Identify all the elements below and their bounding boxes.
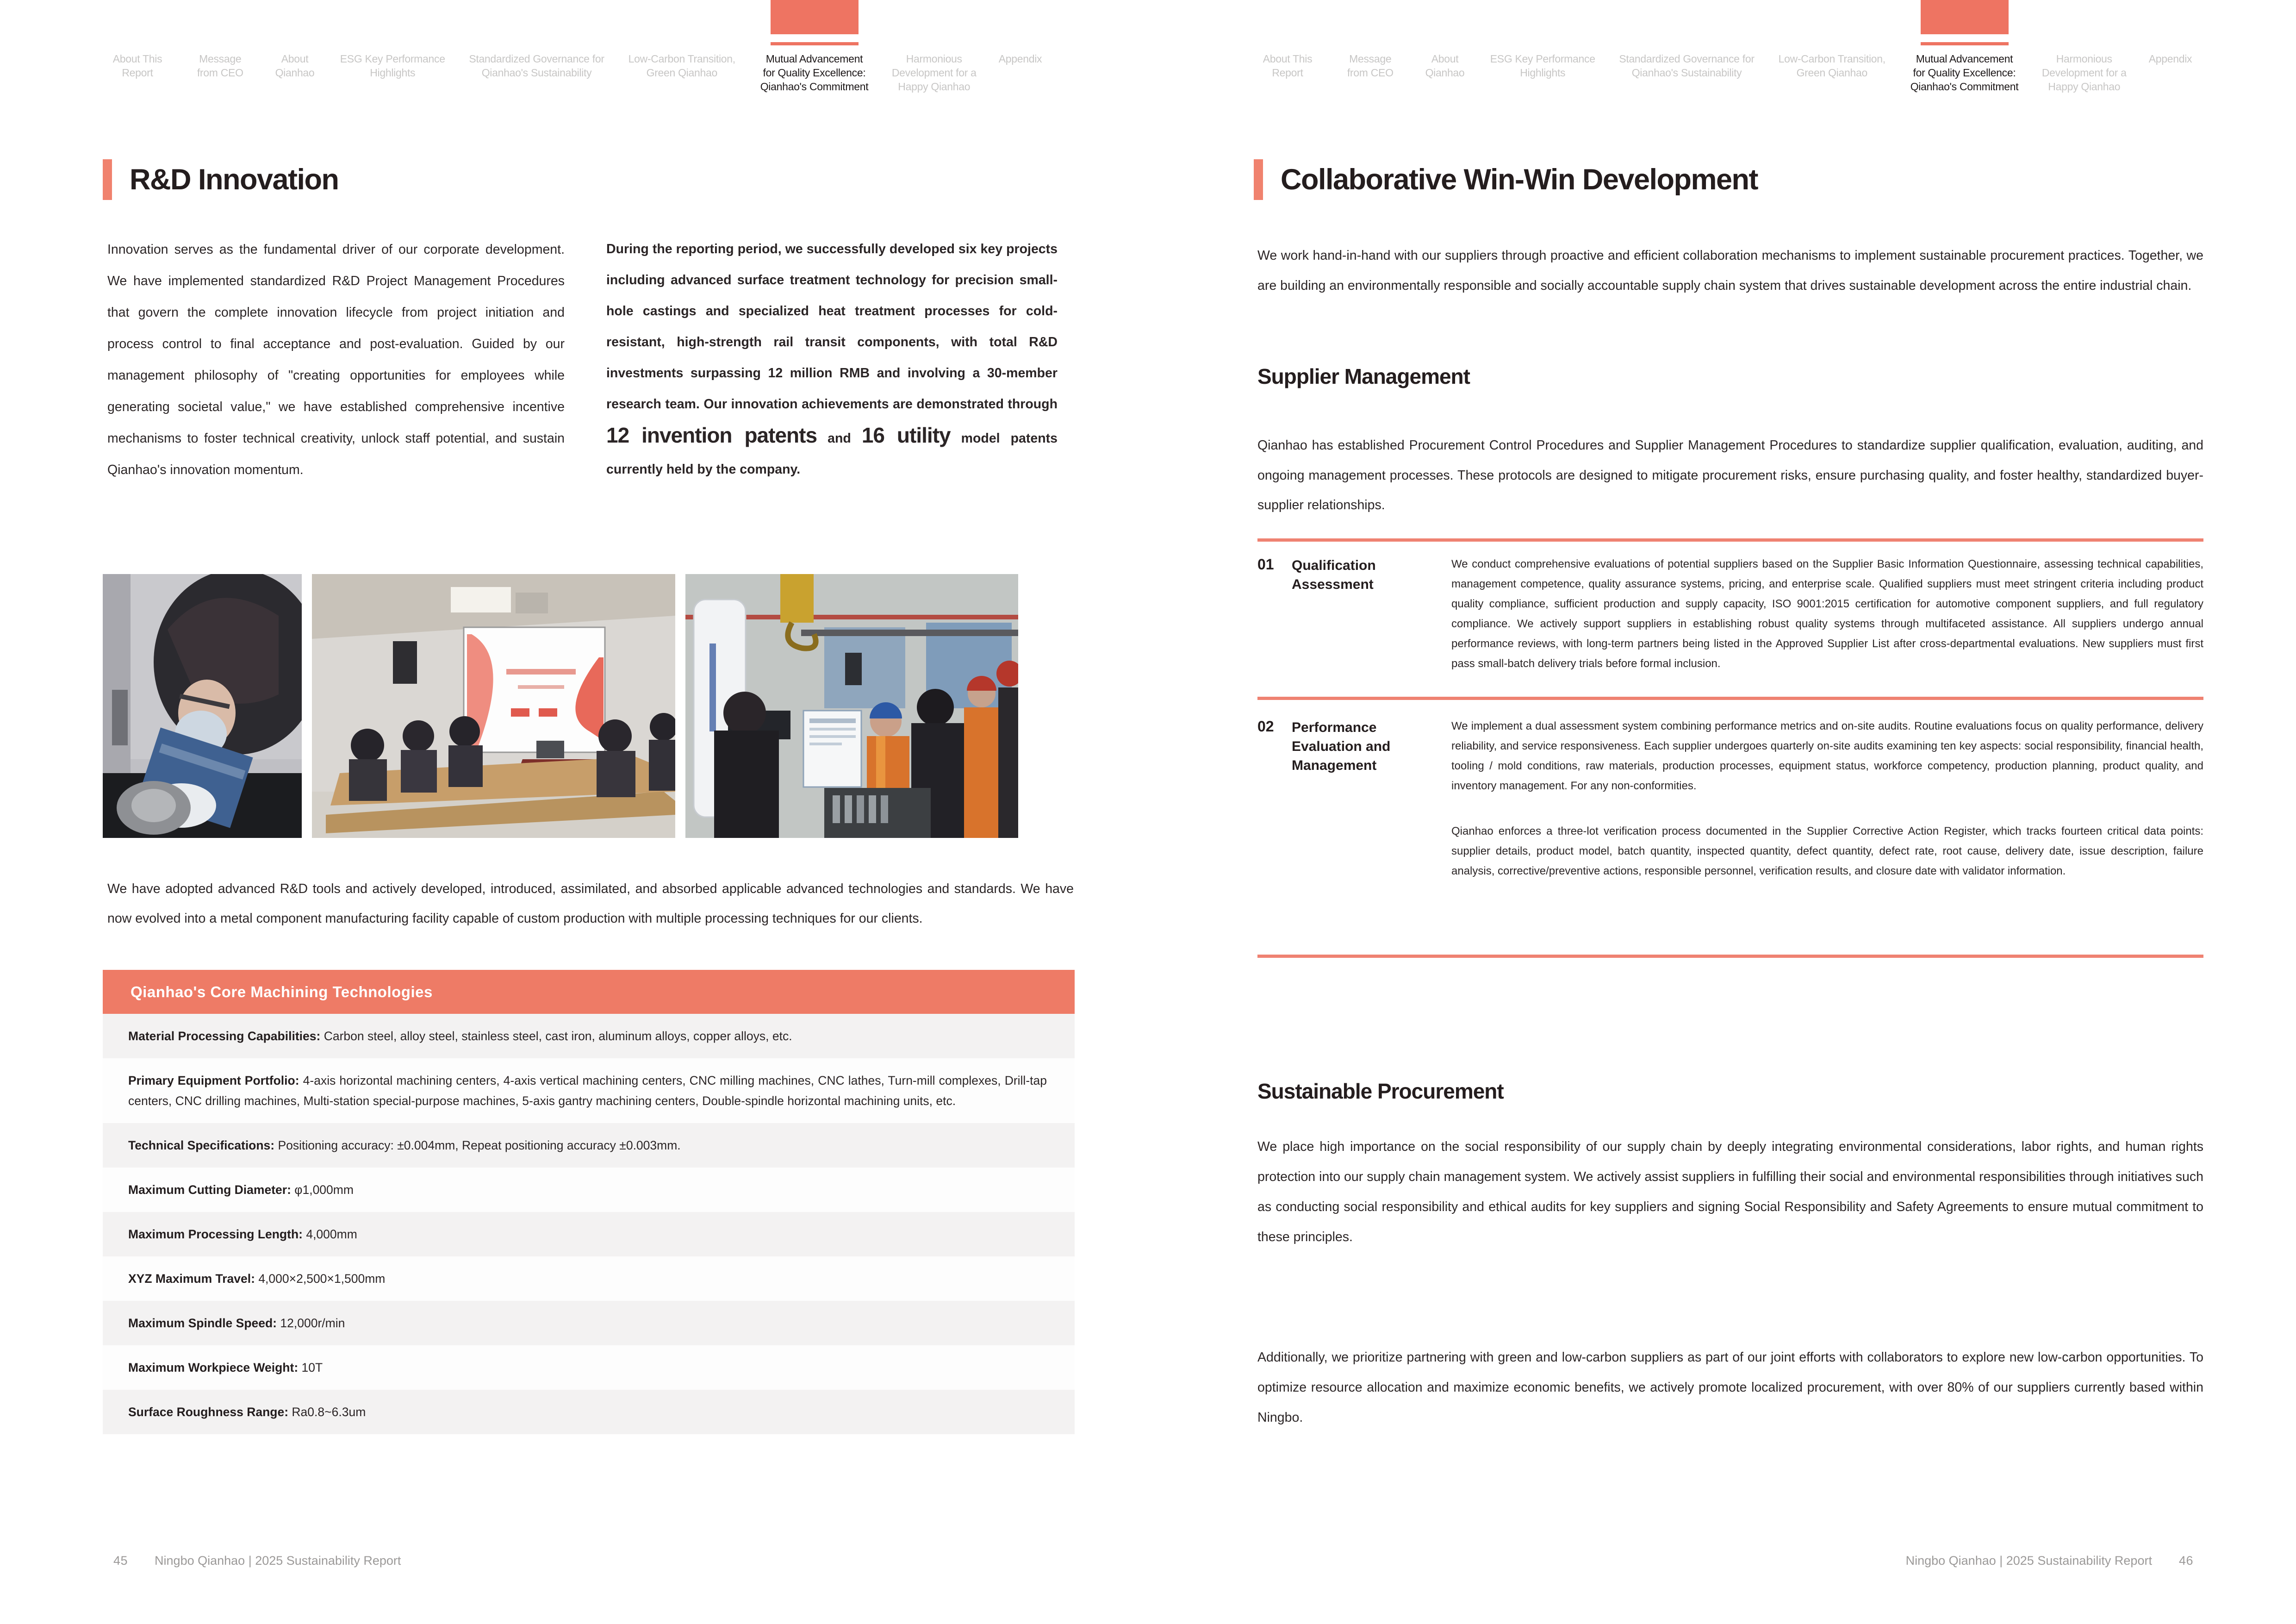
nav-label: ESG Key Performance Highlights	[1490, 53, 1595, 79]
nav-label: Message from CEO	[197, 53, 243, 79]
photo-training-session-graphic	[312, 574, 675, 838]
row-label: Maximum Spindle Speed:	[128, 1316, 277, 1330]
invention-patents-count: 12 invention patents	[606, 423, 817, 447]
row-value: Ra0.8~6.3um	[292, 1405, 366, 1419]
nav-message-from-ceo[interactable]	[1338, 0, 1403, 80]
row-value: 4,000mm	[306, 1227, 357, 1241]
table-row	[103, 1212, 1075, 1256]
active-tab-marker	[771, 0, 859, 34]
item-label: Performance Evaluation and Management	[1292, 720, 1391, 773]
nav-about-qianhao[interactable]	[1423, 0, 1467, 80]
table-row	[103, 1123, 1075, 1168]
active-tab-underline	[771, 42, 859, 45]
footer-right	[1906, 1554, 2193, 1568]
nav-label: About Qianhao	[275, 53, 315, 79]
row-label: Maximum Workpiece Weight:	[128, 1361, 299, 1374]
page-title: R&D Innovation	[130, 163, 339, 196]
rd-intro-paragraph: Innovation serves as the fundamental driver of our corporate development. We have implemented standardized R&D Project Management Procedures that govern the complete innovation lifecycle from project initiation and process control to final acceptance and post-evaluation. Guided by our management philosophy of "creating opportunities for employees while generating societal value," we have established comprehensive incentive mechanisms to foster technical creativity, unlock staff potential, and sustain Qianhao's innovation momentum.	[107, 242, 565, 477]
row-label: Maximum Processing Length:	[128, 1227, 303, 1241]
row-label: Material Processing Capabilities:	[128, 1029, 321, 1043]
nav-about-this-report[interactable]	[1257, 0, 1318, 80]
nav-label: About Qianhao	[1425, 53, 1465, 79]
supplier-item-qualification	[1257, 554, 2203, 674]
nav-low-carbon-transition[interactable]	[625, 0, 739, 80]
active-tab-marker	[1921, 0, 2009, 34]
item-number: 01	[1257, 556, 1274, 573]
page-title: Collaborative Win-Win Development	[1281, 163, 1758, 196]
photo-workshop-equipment-demo-graphic	[685, 574, 1018, 838]
nav-esg-highlights[interactable]	[337, 0, 448, 80]
nav-standardized-governance[interactable]	[468, 0, 605, 80]
nav-label: Mutual Advancement for Quality Excellence: Qianhao's Commitment	[1910, 53, 2019, 93]
utility-patents-count: 16 utility	[861, 423, 951, 447]
divider-line	[1257, 955, 2203, 958]
report-name: Ningbo Qianhao | 2025 Sustainability Report	[1905, 1554, 2152, 1568]
row-value: 12,000r/min	[280, 1316, 345, 1330]
divider-line	[1257, 538, 2203, 542]
nav-label: Standardized Governance for Qianhao's Sustainability	[1619, 53, 1755, 79]
table-header: Qianhao's Core Machining Technologies	[103, 970, 1075, 1014]
item-label: Qualification Assessment	[1292, 558, 1376, 592]
row-label: XYZ Maximum Travel:	[128, 1272, 255, 1286]
divider-line	[1257, 697, 2203, 700]
highlight-text: model patents currently held by the company.	[606, 431, 1058, 477]
table-row	[103, 1058, 1075, 1123]
table-row	[103, 1345, 1075, 1390]
photo-workshop-equipment-demo	[685, 574, 1018, 838]
nav-appendix[interactable]	[2148, 0, 2192, 66]
rd-highlight-paragraph	[606, 234, 1058, 485]
report-name: Ningbo Qianhao | 2025 Sustainability Report	[155, 1554, 401, 1568]
nav-mutual-advancement-active[interactable]	[759, 0, 870, 94]
row-value: 4,000×2,500×1,500mm	[258, 1272, 386, 1286]
page-number: 45	[113, 1554, 128, 1568]
nav-label: Appendix	[998, 53, 1042, 65]
table-row	[103, 1256, 1075, 1301]
supplier-management-heading: Supplier Management	[1257, 364, 1470, 388]
row-label: Surface Roughness Range:	[128, 1405, 289, 1419]
row-value: Carbon steel, alloy steel, stainless steel, cast iron, aluminum alloys, copper alloys, etc.	[324, 1029, 792, 1043]
row-value: 4-axis horizontal machining centers, 4-axis vertical machining centers, CNC milling machines, CNC lathes, Turn-mill complexes, Drill-tap centers, CNC drilling machines, Multi-station special-purpose machines, 5-axis gantry machining centers, Double-spindle horizontal machining units, etc.	[128, 1074, 1047, 1108]
table-row	[103, 1168, 1075, 1212]
item-number: 02	[1257, 718, 1274, 735]
top-navigation-right	[1257, 0, 2192, 94]
row-label: Technical Specifications:	[128, 1138, 275, 1152]
photo-training-session	[312, 574, 675, 838]
nav-label: Mutual Advancement for Quality Excellence: Qianhao's Commitment	[760, 53, 869, 93]
row-label: Maximum Cutting Diameter:	[128, 1183, 291, 1197]
title-accent-bar	[1254, 159, 1263, 200]
page-right	[1148, 0, 2296, 1624]
footer-left	[113, 1554, 401, 1568]
nav-label: About This Report	[1263, 53, 1313, 79]
table-row	[103, 1390, 1075, 1434]
page-number: 46	[2178, 1554, 2193, 1568]
nav-label: Harmonious Development for a Happy Qianhao	[2041, 53, 2127, 93]
nav-label: Low-Carbon Transition, Green Qianhao	[628, 53, 735, 79]
nav-label: About This Report	[112, 53, 162, 79]
supplier-item-performance	[1257, 716, 2203, 881]
nav-about-qianhao[interactable]	[273, 0, 317, 80]
nav-mutual-advancement-active[interactable]	[1909, 0, 2020, 94]
sustainable-procurement-paragraph-1: We place high importance on the social responsibility of our supply chain by deeply integrating environmental considerations, labor rights, and human rights protection into our supply chain management system. We actively assist suppliers in fulfilling their social and environmental responsibilities through initiatives such as conducting social responsibility and ethical audits for key suppliers and signing Social Responsibility and Safety Agreements to ensure mutual commitment to these principles.	[1257, 1139, 2203, 1244]
nav-label: Low-Carbon Transition, Green Qianhao	[1778, 53, 1885, 79]
table-row	[103, 1014, 1075, 1058]
top-navigation-left	[107, 0, 1042, 94]
item-body	[1451, 554, 2203, 674]
sustainable-procurement-heading: Sustainable Procurement	[1257, 1079, 1504, 1103]
nav-low-carbon-transition[interactable]	[1775, 0, 1889, 80]
nav-label: Message from CEO	[1347, 53, 1394, 79]
photo-strip	[103, 574, 1075, 838]
table-body	[103, 1014, 1075, 1434]
nav-esg-highlights[interactable]	[1487, 0, 1598, 80]
section-title-row	[1254, 159, 1758, 200]
photo-metal-part-inspection-graphic	[103, 574, 302, 838]
highlight-text: and	[817, 431, 862, 446]
rd-tools-paragraph: We have adopted advanced R&D tools and actively developed, introduced, assimilated, and absorbed applicable advanced technologies and standards. We have now evolved into a metal component manufacturing facility capable of custom production with multiple processing techniques for our clients.	[107, 881, 1074, 926]
core-machining-table	[103, 970, 1075, 1434]
nav-about-this-report[interactable]	[107, 0, 168, 80]
supplier-management-paragraph: Qianhao has established Procurement Control Procedures and Supplier Management Procedures to standardize supplier qualification, evaluation, auditing, and ongoing management processes. These protocols are designed to mitigate procurement risks, ensure purchasing quality, and foster healthy, standardized buyer-supplier relationships.	[1257, 438, 2203, 512]
highlight-text: During the reporting period, we successfully developed six key projects including advanced surface treatment technology for precision small-hole castings and specialized heat treatment processes for cold-resistant, high-strength rail transit components, with total R&D investments surpassing 12 million RMB and involving a 30-member research team. Our innovation achievements are demonstrated through	[606, 242, 1058, 412]
row-value: 10T	[301, 1361, 323, 1374]
collaboration-intro: We work hand-in-hand with our suppliers through proactive and efficient collaboration mechanisms to implement sustainable procurement practices. Together, we are building an environmentally responsible and socially accountable supply chain system that drives sustainable development across the entire industrial chain.	[1257, 248, 2203, 293]
item-body	[1451, 716, 2203, 881]
nav-message-from-ceo[interactable]	[188, 0, 253, 80]
item-paragraph: We conduct comprehensive evaluations of potential suppliers based on the Supplier Basic Information Questionnaire, assessing technical capabilities, management competence, quality assurance systems, pricing, and enterprise scale. Qualified suppliers must meet stringent criteria including product quality compliance, sufficient production and supply capacity, ISO 9001:2015 certification for automotive component suppliers, and full regulatory compliance. We actively support suppliers in establishing robust quality systems through multifaceted assistance. All suppliers undergo annual performance reviews, with long-term partners being listed in the Approved Supplier List after cross-departmental evaluations. New suppliers must first pass small-batch delivery trials before formal inclusion.	[1451, 558, 2203, 670]
nav-appendix[interactable]	[998, 0, 1042, 66]
nav-standardized-governance[interactable]	[1618, 0, 1755, 80]
title-accent-bar	[103, 159, 112, 200]
item-paragraph: Qianhao enforces a three-lot verification process documented in the Supplier Corrective Action Register, which tracks fourteen critical data points: supplier details, product model, batch quantity, inspected quantity, defect quantity, defect rate, root cause, delivery date, issue description, failure analysis, corrective/preventive actions, responsible personnel, verification results, and closure date with validator information.	[1451, 825, 2203, 877]
item-paragraph: We implement a dual assessment system combining performance metrics and on-site audits. Routine evaluations focus on quality performance, delivery reliability, and service responsiveness. Each supplier undergoes quarterly on-site audits examining ten key aspects: social responsibility, financial health, tooling / mold conditions, raw materials, production processes, equipment status, workforce competency, production planning, product quality, and inventory management. For any non-conformities.	[1451, 720, 2203, 792]
section-title-row	[103, 159, 338, 200]
nav-label: Harmonious Development for a Happy Qianhao	[891, 53, 977, 93]
row-label: Primary Equipment Portfolio:	[128, 1074, 299, 1087]
table-row	[103, 1301, 1075, 1345]
nav-label: Standardized Governance for Qianhao's Sustainability	[469, 53, 604, 79]
active-tab-underline	[1921, 42, 2009, 45]
sustainable-procurement-paragraph-2: Additionally, we prioritize partnering with green and low-carbon suppliers as part of our joint efforts with collaborators to explore new low-carbon opportunities. To optimize resource allocation and maximize economic benefits, we actively promote localized procurement, with over 80% of our suppliers currently based within Ningbo.	[1257, 1350, 2203, 1425]
row-value: φ1,000mm	[294, 1183, 354, 1197]
photo-metal-part-inspection	[103, 574, 302, 838]
nav-label: ESG Key Performance Highlights	[340, 53, 445, 79]
nav-label: Appendix	[2148, 53, 2192, 65]
nav-harmonious-development[interactable]	[890, 0, 978, 94]
row-value: Positioning accuracy: ±0.004mm, Repeat positioning accuracy ±0.003mm.	[278, 1138, 681, 1152]
nav-harmonious-development[interactable]	[2040, 0, 2128, 94]
